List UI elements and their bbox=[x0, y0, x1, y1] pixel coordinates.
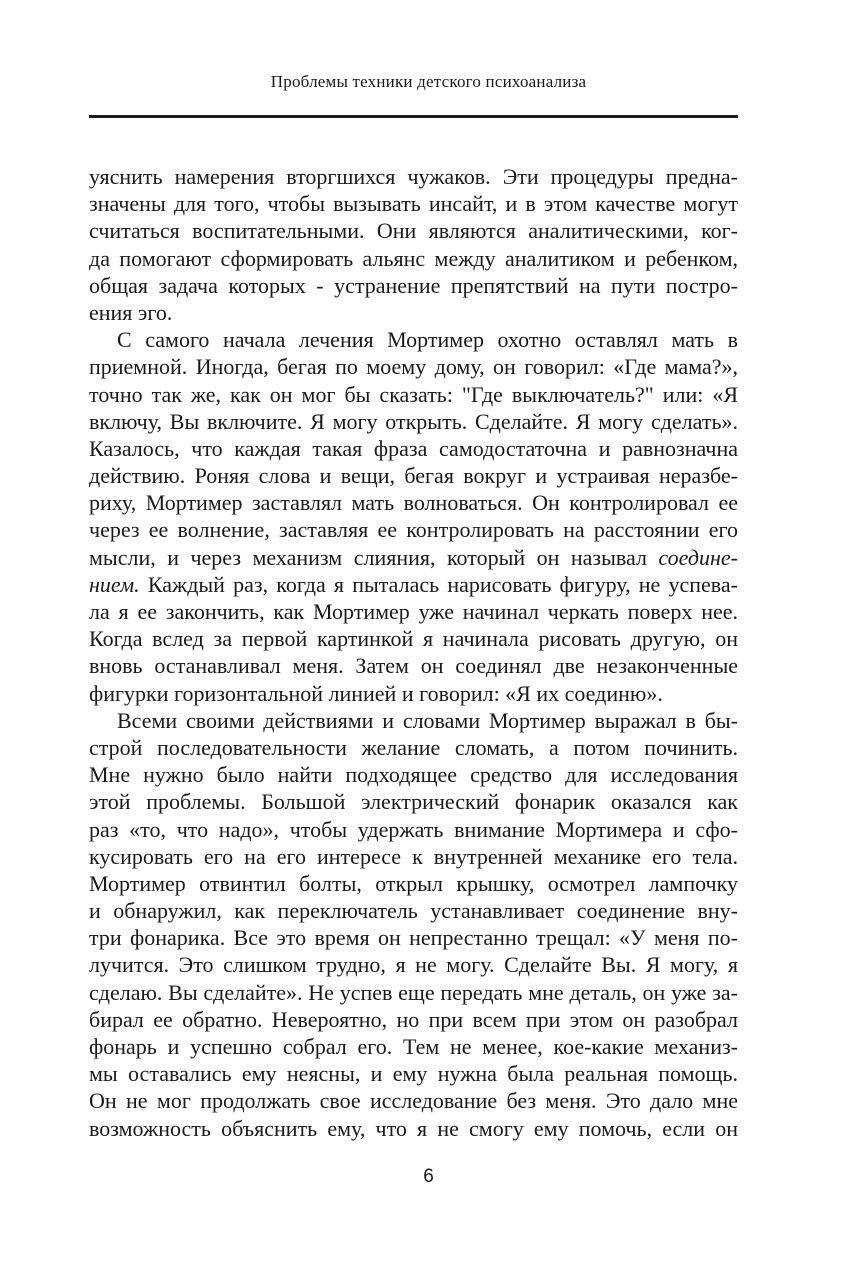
text-line: Казалось, что каждая такая фраза самодостаточна и равнозначна bbox=[89, 435, 738, 461]
text-line: считаться воспитательными. Они являются аналитическими, ког- bbox=[89, 218, 738, 244]
text-line: Когда вслед за первой картинкой я начинала рисовать другую, он bbox=[89, 626, 738, 652]
text-line: сделаю. Вы сделайте». Не успев еще передать мне деталь, он уже за- bbox=[89, 979, 738, 1005]
paragraph bbox=[89, 163, 738, 326]
text-line: ла я ее закончить, как Мортимер уже начинал черкать поверх нее. bbox=[89, 599, 738, 624]
text-line: и обнаружил, как переключатель устанавливает соединение вну- bbox=[89, 898, 738, 924]
text-line: точно так же, как он мог бы сказать: "Где выключатель?" или: «Я bbox=[89, 381, 738, 407]
italic-term: нием. bbox=[89, 571, 140, 597]
text-line: ения эго. bbox=[89, 299, 173, 325]
text-line: строй последовательности желание сломать, а потом починить. bbox=[89, 734, 738, 760]
text-line: да помогают сформировать альянс между аналитиком и ребенком, bbox=[89, 245, 738, 271]
text-line: вновь останавливал меня. Затем он соединял две незаконченные bbox=[89, 653, 738, 679]
text-line: значены для того, чтобы вызывать инсайт, и в этом качестве могут bbox=[89, 191, 738, 217]
text-line: кусировать его на его интересе к внутренней механике его тела. bbox=[89, 843, 738, 869]
text-line: Мортимер отвинтил болты, открыл крышку, осмотрел лампочку bbox=[89, 870, 738, 896]
text-line: мысли, и через механизм слияния, который он называл соедине- bbox=[89, 544, 738, 570]
text-line: Мне нужно было найти подходящее средство для исследования bbox=[89, 762, 738, 788]
text-line: включу, Вы включите. Я могу открыть. Сделайте. Я могу сделать». bbox=[89, 408, 738, 434]
text-line: фигурки горизонтальной линией и говорил: «Я их соединю». bbox=[89, 680, 663, 706]
italic-term: соедине- bbox=[658, 544, 738, 570]
paragraph bbox=[89, 707, 738, 1142]
text-line: три фонарика. Все это время он непрестанно трещал: «У меня по- bbox=[89, 925, 738, 951]
text-line: Он не мог продолжать свое исследование без меня. Это дало мне bbox=[89, 1088, 738, 1114]
text-line: Всеми своими действиями и словами Мортимер выражал в бы- bbox=[117, 707, 738, 733]
text-line: фонарь и успешно собрал его. Тем не менее, кое-какие механиз- bbox=[89, 1034, 738, 1059]
text-line: С самого начала лечения Мортимер охотно оставлял мать в bbox=[117, 327, 738, 353]
text-line: лучится. Это слишком трудно, я не могу. Сделайте Вы. Я могу, я bbox=[89, 952, 738, 978]
text-line: этой проблемы. Большой электрический фонарик оказался как bbox=[89, 789, 738, 815]
header-rule bbox=[89, 115, 738, 118]
body-text bbox=[89, 163, 738, 1142]
page-number: 6 bbox=[423, 1166, 434, 1187]
running-head: Проблемы техники детского психоанализа bbox=[270, 72, 587, 91]
paragraph bbox=[89, 326, 738, 707]
text-line: возможность объяснить ему, что я не смогу ему помочь, если он bbox=[89, 1115, 738, 1141]
text-line: нием. Каждый раз, когда я пыталась нарисовать фигуру, не успева- bbox=[89, 571, 738, 597]
text-line: действию. Роняя слова и вещи, бегая вокруг и устраивая неразбе- bbox=[89, 463, 738, 489]
text-line: риху, Мортимер заставлял мать волноваться. Он контролировал ее bbox=[89, 490, 738, 516]
text-line: общая задача которых - устранение препятствий на пути постро- bbox=[89, 272, 738, 298]
text-line: приемной. Иногда, бегая по моему дому, он говорил: «Где мама?», bbox=[89, 354, 738, 380]
text-line: уяснить намерения вторгшихся чужаков. Эти процедуры предна- bbox=[89, 164, 738, 189]
text-line: бирал ее обратно. Невероятно, но при всем при этом он разобрал bbox=[89, 1006, 738, 1032]
text-line: через ее волнение, заставляя ее контролировать на расстоянии его bbox=[89, 517, 738, 543]
text-line: раз «то, что надо», чтобы удержать внимание Мортимера и сфо- bbox=[89, 816, 738, 842]
text-line: мы оставались ему неясны, и ему нужна была реальная помощь. bbox=[89, 1061, 738, 1087]
